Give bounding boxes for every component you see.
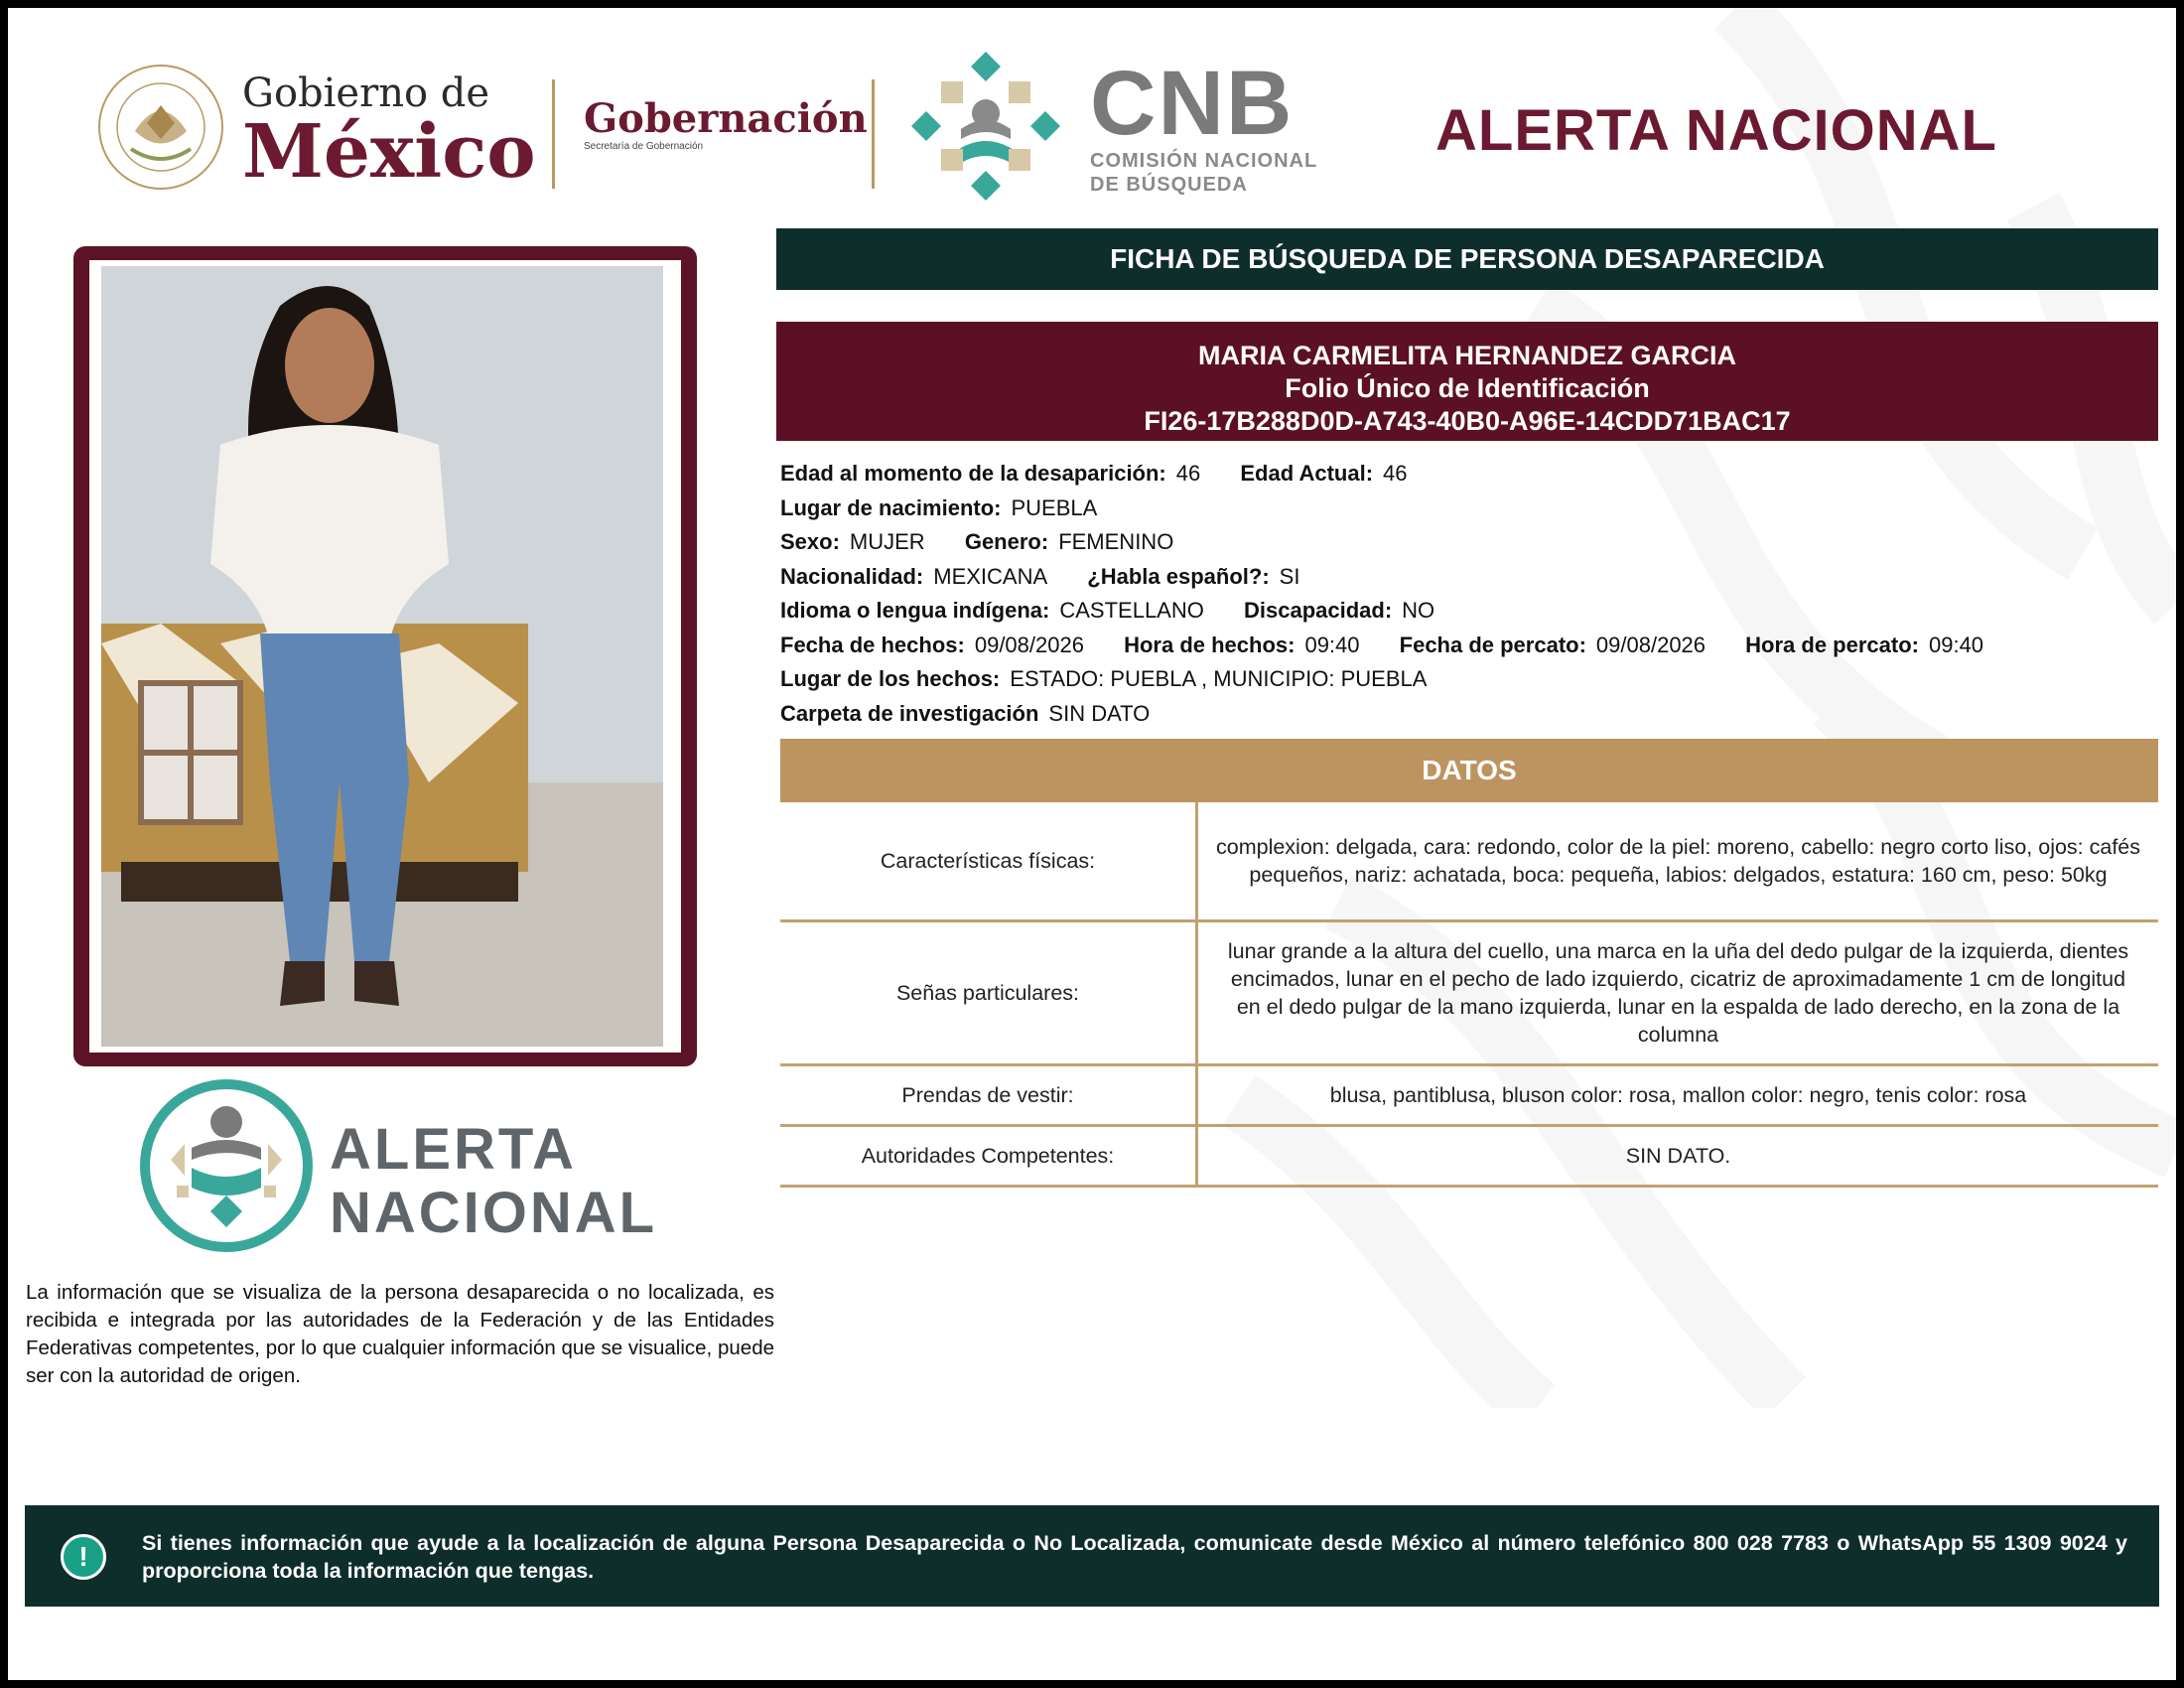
missing-person-photo: [101, 266, 663, 1047]
header: [8, 8, 2176, 207]
datos-table: [780, 802, 2158, 1188]
table-row: [780, 921, 2158, 1065]
field-value: 09/08/2026: [1595, 632, 1706, 657]
datos-label: Señas particulares:: [780, 921, 1197, 1065]
field-value: ESTADO: PUEBLA , MUNICIPIO: PUEBLA: [1010, 666, 1428, 691]
table-row: [780, 1126, 2158, 1187]
table-row: [780, 802, 2158, 921]
field-label: Sexo:: [780, 529, 840, 554]
field-value: 09:40: [1928, 632, 1984, 657]
info-row: [780, 525, 2017, 560]
info-row: [780, 662, 2017, 697]
field-value: CASTELLANO: [1059, 598, 1204, 623]
cnb-sub1: COMISIÓN NACIONAL: [1090, 150, 1318, 172]
field-value: 46: [1175, 461, 1201, 486]
datos-value: complexion: delgada, cara: redondo, color de la piel: moreno, cabello: negro corto liso, ojos: cafés pequeños, nariz: achatada, boca: pequeña, labios: delgados, estatura: 160 cm, peso: 50kg: [1197, 802, 2159, 921]
field-label: ¿Habla español?:: [1087, 563, 1270, 589]
gobierno-de-mexico-logo: [242, 70, 536, 195]
ficha-title: FICHA DE BÚSQUEDA DE PERSONA DESAPARECIDA: [776, 228, 2158, 290]
field-value: FEMENINO: [1058, 529, 1174, 554]
alerta-nacional-logo-text: [330, 1118, 657, 1245]
datos-title: DATOS: [780, 739, 2158, 802]
field-value: PUEBLA: [1011, 494, 1098, 520]
gob-line2: México: [242, 109, 536, 195]
field-label: Edad Actual:: [1240, 461, 1374, 486]
alerta-logo-line1: ALERTA: [330, 1117, 577, 1182]
field-label: Hora de hechos:: [1124, 632, 1296, 657]
contact-banner: [25, 1505, 2159, 1607]
datos-value: blusa, pantiblusa, bluson color: rosa, mallon color: negro, tenis color: rosa: [1197, 1065, 2159, 1126]
field-label: Lugar de nacimiento:: [780, 494, 1002, 520]
info-row: [780, 492, 2017, 526]
info-row: [780, 457, 2017, 492]
person-info: [780, 457, 2017, 731]
header-divider: [872, 79, 875, 189]
photo-frame: [73, 246, 697, 1066]
mexico-seal-icon: [95, 62, 226, 193]
folio-label: Folio Único de Identificación: [1285, 373, 1650, 403]
gobernacion-title: Gobernación: [584, 95, 868, 142]
field-value: MUJER: [849, 529, 925, 554]
gob-line1: Gobierno de: [242, 70, 490, 116]
alerta-nacional-title: ALERTA NACIONAL: [1435, 98, 1997, 163]
field-value: NO: [1402, 598, 1435, 623]
cnb-acronym: CNB: [1090, 53, 1295, 154]
field-label: Lugar de los hechos:: [780, 666, 1001, 691]
datos-value: lunar grande a la altura del cuello, una marca en la uña del dedo pulgar de la izquierda, dientes encimados, lunar en el pecho de lado izquierdo, cicatriz de aproximadamente 1 cm de longitud en el dedo pulgar de la mano izquierda, lunar en la espalda de lado derecho, en la zona de la columna: [1197, 921, 2159, 1065]
datos-label: Autoridades Competentes:: [780, 1126, 1197, 1187]
field-label: Genero:: [964, 529, 1049, 554]
contact-message: Si tienes información que ayude a la localización de alguna Persona Desaparecida o No Localizada, comunicate desde México al número telefónico 800 028 7783 o WhatsApp 55 1309 9024 y proporciona toda la información que tengas.: [142, 1531, 2127, 1583]
datos-value: SIN DATO.: [1197, 1126, 2159, 1187]
info-row: [780, 629, 2017, 663]
person-name: MARIA CARMELITA HERNANDEZ GARCIA: [1198, 341, 1736, 370]
gobernacion-subtitle: Secretaría de Gobernación: [584, 141, 704, 152]
datos-label: Prendas de vestir:: [780, 1065, 1197, 1126]
field-label: Fecha de percato:: [1399, 632, 1586, 657]
alerta-nacional-emblem-icon: [137, 1076, 316, 1255]
alerta-logo-line2: NACIONAL: [330, 1181, 658, 1245]
field-label: Idioma o lengua indígena:: [780, 598, 1050, 623]
gobernacion-logo: [584, 97, 868, 152]
field-value: 09/08/2026: [974, 632, 1084, 657]
folio-number: FI26-17B288D0D-A743-40B0-A96E-14CDD71BAC17: [1144, 406, 1791, 436]
field-value: 46: [1383, 461, 1408, 486]
header-divider: [552, 79, 555, 189]
cnb-logo-text: [1090, 53, 1318, 197]
field-label: Edad al momento de la desaparición:: [780, 461, 1166, 486]
field-label: Fecha de hechos:: [780, 632, 965, 657]
info-row: [780, 594, 2017, 629]
field-value: MEXICANA: [933, 563, 1048, 589]
disclaimer: La información que se visualiza de la persona desaparecida o no localizada, es recibida e integrada por las autoridades de la Federación y de las Entidades Federativas competentes, por lo que cualquier información que se visualice, puede ser con la autoridad de origen.: [26, 1281, 774, 1387]
info-row: [780, 560, 2017, 595]
cnb-sub2: DE BÚSQUEDA: [1090, 174, 1248, 196]
person-header: [776, 322, 2158, 441]
cnb-emblem-icon: [901, 42, 1070, 211]
field-value: SI: [1279, 563, 1300, 589]
exclamation-icon: !: [61, 1534, 106, 1580]
table-row: [780, 1065, 2158, 1126]
field-label: Nacionalidad:: [780, 563, 924, 589]
field-value: 09:40: [1304, 632, 1360, 657]
datos-label: Características físicas:: [780, 802, 1197, 921]
field-label: Hora de percato:: [1745, 632, 1919, 657]
field-value: SIN DATO: [1048, 700, 1151, 726]
field-label: Discapacidad:: [1243, 598, 1393, 623]
info-row: [780, 697, 2017, 732]
field-label: Carpeta de investigación: [780, 700, 1039, 726]
